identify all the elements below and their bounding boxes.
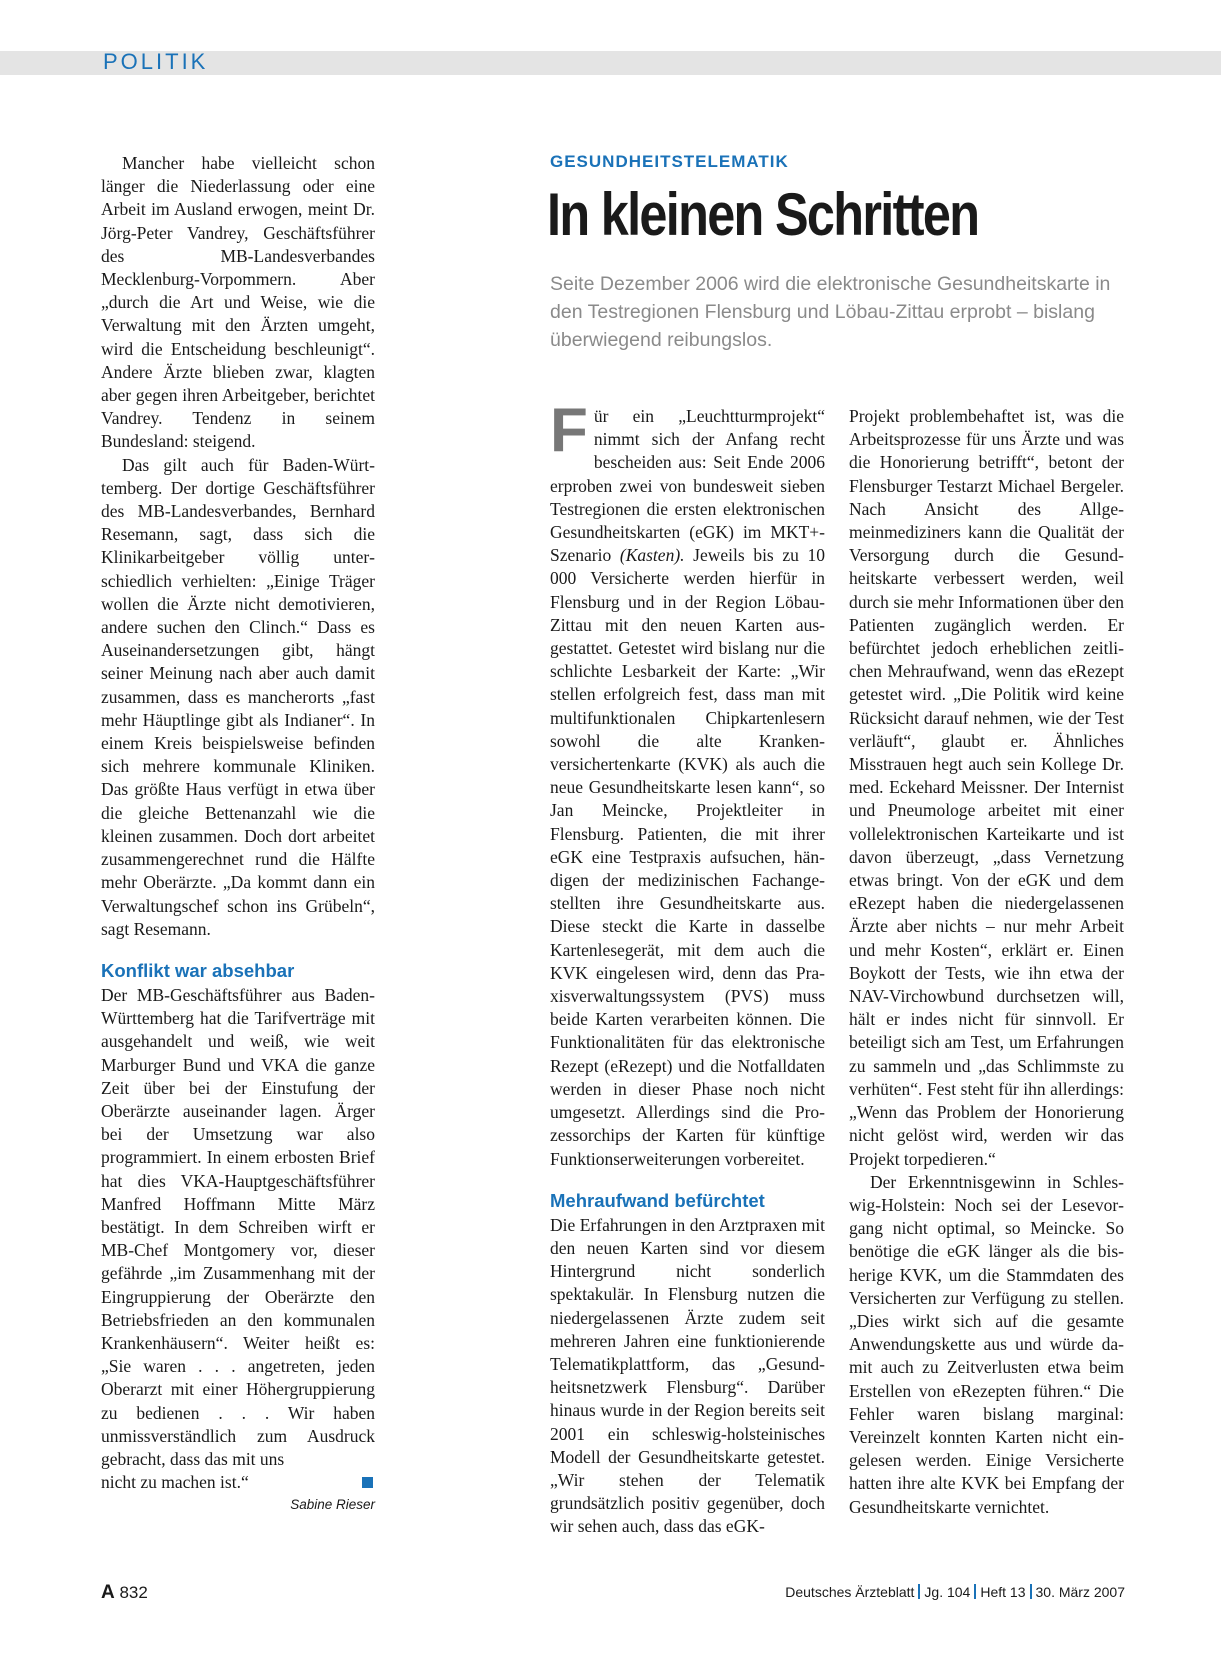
paragraph: Der Erkenntnisgewinn in Schleswig-Holstein: Noch sei der Lesevorgang nicht optimal, so Meincke. So benötige die eGK länger als die bisherige KVK, um die Stammdaten des Versicherten zur Verfügung zu stellen. „Dies wirkt sich auf die gesamte Anwendungskette aus und würde damit auch zu Zeitverlusten etwa beim Erstellen von eRezepten führen.“ Die Fehler waren bislang marginal: Vereinzelt konnten Karten nicht eingelesen werden. Einige Versicherte hatten ihre alte KVK bei Empfang der Gesundheitskarte vernichtet. [849, 1171, 1124, 1517]
end-of-article-icon [362, 1477, 373, 1488]
column-right [849, 405, 1124, 1519]
separator [1030, 1584, 1032, 1599]
subheading: Konflikt war absehbar [101, 959, 295, 981]
journal-date: 30. März 2007 [1035, 1584, 1125, 1600]
page-number-value: 832 [119, 1583, 148, 1602]
paragraph-end-text: nicht zu machen ist.“ [101, 1472, 249, 1493]
separator [974, 1584, 976, 1599]
journal-issue: Heft 13 [980, 1584, 1026, 1600]
paragraph: Mancher habe vielleicht schon länger die Niederlassung oder eine Arbeit im Ausland erwogen, meint Dr. Jörg-Peter Vandrey, Geschäftsführer des MB-Landesverbandes Mecklenburg-Vorpommern. Aber „durch die Art und Weise, wie die Verwaltung mit den Ärzten umgeht, wird die Entscheidung beschleunigt“. Andere Ärzte blieben zwar, klagten aber gegen ihren Arbeitgeber, berichtet Vandrey. Tendenz in seinem Bundesland: steigend. [101, 153, 375, 452]
paragraph-text-cont: Jeweils bis zu 10 000 Versicherte werden hierfür in Flensburg und in der Region Löbau-Zittau mit den neuen Karten ausgestattet. Getestet wird bislang nur die schlichte Lesbarkeit der Karte: „Wir stellen erfolgreich fest, dass man mit multifunktionalen Chipkartenlesern sowohl die alte Krankenversichertenkarte (KVK) als auch die neue Gesundheitskarte lesen kann“, so Jan Meincke, Projektleiter in Flensburg. Patienten, die mit ihrer eGK eine Testpraxis aufsuchen, händigen der medizinischen Fachangestellten ihre Gesundheitskarte aus. Diese steckt die Karte in dasselbe Kartenlesegerät, mit dem auch die KVK eingelesen wird, denn das Praxisverwaltungssystem (PVS) muss beide Karten verarbeiten können. Die Funktionalitäten für das elektronische Rezept (eRezept) und die Notfalldaten werden in dieser Phase noch nicht umgesetzt. Allerdings sind die Prozessorchips der Karten für künftige Funktionserweiterungen vorbereitet. [550, 545, 826, 1169]
page-number [101, 1582, 148, 1604]
section-label: POLITIK [103, 49, 209, 74]
drop-cap: F [550, 396, 588, 465]
article-kicker: GESUNDHEITSTELEMATIK [550, 152, 789, 171]
paragraph-text: ür ein „Leuchtturmprojekt“ nimmt sich der Anfang recht bescheiden aus: Seit Ende 2006 erproben zwei von bundesweit sieben Testregionen die ersten elektronischen Gesundheitskarten (eGK) im MKT+-Szenario [550, 406, 825, 566]
journal-info [785, 1584, 1125, 1600]
column-middle [550, 396, 826, 1539]
article-lead: Seite Dezember 2006 wird die elektronische Gesundheitskarte in den Testregionen Flensburg und Löbau-Zittau erprobt – bislang überwiegend reibungslos. [550, 273, 1111, 351]
author-byline: Sabine Rieser [290, 1497, 375, 1513]
paragraph [550, 396, 826, 1171]
journal-name: Deutsches Ärzteblatt [785, 1584, 915, 1600]
article-headline: In kleinen Schritten [547, 181, 979, 248]
paragraph: Projekt problembehaftet ist, was die Arbeitsprozesse für uns Ärzte und was die Honorierung betrifft“, betont der Flensburger Testarzt Michael Bergeler. Nach Ansicht des Allgemeinmediziners kann die Qualität der Versorgung durch die Gesundheitskarte verbessert werden, weil durch sie mehr Informationen über den Patienten zugänglich werden. Er befürchtet jedoch erheblichen zeitlichen Mehraufwand, wenn das eRezept getestet wird. „Die Politik wird keine Rücksicht darauf nehmen, wie der Test verläuft“, glaubt er. Ähnliches Misstrauen hegt auch sein Kollege Dr. med. Eckehard Meissner. Der Internist und Pneumologe arbeitet mit einer vollelektronischen Karteikarte und ist davon überzeugt, „dass Vernetzung etwas bringt. Von der eGK und dem eRezept haben die niedergelassenen Ärzte aber nichts – nur mehr Arbeit und mehr Kosten“, erklärt er. Einen Boykott der Tests, wie ihn etwa der NAV-Virchowbund durchsetzen will, hält er indes nicht für sinnvoll. Er beteiligt sich am Test, um Erfahrungen zu sammeln und „das Schlimmste zu verhüten“. Fest steht für ihn allerdings: „Wenn das Problem der Honorierung nicht gelöst wird, werden wir das Projekt torpedieren.“ [849, 406, 1124, 1169]
paragraph: Der MB-Geschäftsführer aus Baden-Württemberg hat die Tarifverträge mit ausgehandelt und weiß, wie weit Marburger Bund und VKA die ganze Zeit über bei der Einstufung der Oberärzte auseinander lagen. Ärger bei der Umsetzung war also programmiert. In einem erbosten Brief hat dies VKA-Hauptgeschäftsführer Manfred Hoffmann Mitte März bestätigt. In dem Schreiben wirft er MB-Chef Montgomery vor, dieser gefährde „im Zusammenhang mit der Eingruppierung der Oberärzte den Betriebsfrieden an den kommunalen Krankenhäusern“. Weiter heißt es: „Sie waren . . . angetreten, jeden Oberarzt mit einer Höhergruppierung zu bedienen . . . Wir haben unmissverständlich zum Ausdruck gebracht, dass das mit uns [101, 984, 375, 1469]
subheading: Mehraufwand befürchtet [550, 1189, 765, 1211]
paragraph: Die Erfahrungen in den Arztpraxen mit den neuen Karten sind vor diesem Hintergrund nicht sonderlich spektakulär. In Flensburg nutzen die niedergelassenen Ärzte zudem seit mehreren Jahren eine funktionierende Telematikplattform, das „Gesundheitsnetzwerk Flensburg“. Darüber hinaus wurde in der Region bereits seit 2001 ein schleswig-holsteinisches Modell der Gesundheitskarte getestet. „Wir stehen der Telematik grundsätzlich positiv gegenüber, doch wir sehen auch, dass das eGK- [550, 1214, 825, 1537]
journal-volume: Jg. 104 [924, 1584, 971, 1600]
separator [918, 1584, 920, 1599]
paragraph: Das gilt auch für Baden-Württemberg. Der dortige Geschäftsführer des MB-Landesverbandes, Bernhard Resemann, sagt, dass sich die Klinikarbeitgeber völlig unterschiedlich verhielten: „Einige Träger wollen die Ärzte nicht demotivieren, andere suchen den Clinch.“ Dass es Auseinandersetzungen gibt, hängt seiner Meinung nach aber auch damit zusammen, dass es mancherorts „fast mehr Häuptlinge gibt als Indianer“. In einem Kreis beispielsweise befinden sich mehrere kommunale Kliniken. Das größte Haus verfügt in etwa über die gleiche Bettenanzahl wie die kleinen zusammen. Doch dort arbeitet zusammengerechnet rund die Hälfte mehr Oberärzte. „Da kommt dann ein Verwaltungschef schon ins Grübeln“, sagt Resemann. [101, 454, 375, 939]
paragraph-end-row [101, 1471, 375, 1494]
box-reference: (Kasten). [619, 545, 685, 566]
page-prefix: A [101, 1582, 115, 1603]
column-left [101, 152, 375, 1516]
